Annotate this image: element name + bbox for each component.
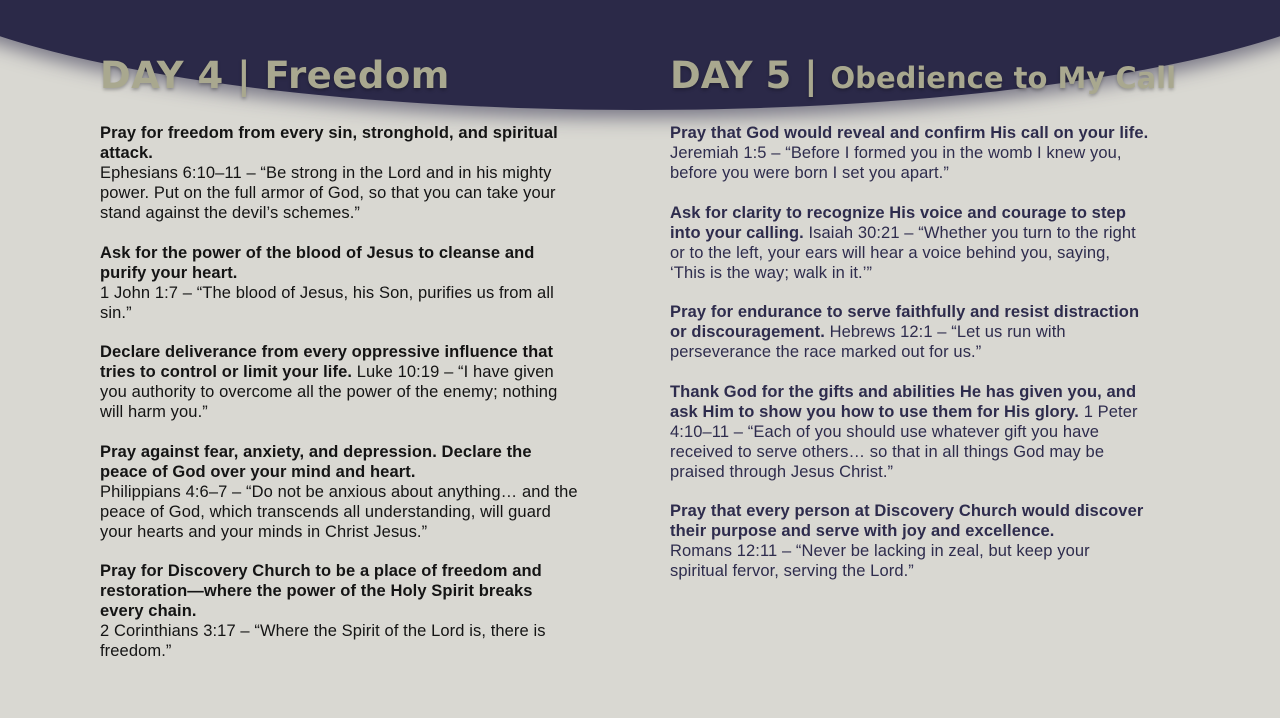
prayer-entry xyxy=(670,123,1150,183)
day-label: DAY 4 xyxy=(100,54,224,97)
day-label: DAY 5 xyxy=(670,54,792,97)
scripture-text: Luke 10:19 – “I have given you authority to overcome all the power of the enemy; nothing will harm you.” xyxy=(100,363,558,421)
day-5-entries xyxy=(670,123,1150,601)
scripture-text: 2 Corinthians 3:17 – “Where the Spirit of the Lord is, there is freedom.” xyxy=(100,622,546,660)
prayer-text: Pray for endurance to serve faithfully and resist distraction or discouragement. xyxy=(670,303,1140,341)
prayer-text: Declare deliverance from every oppressive influence that tries to control or limit your life. xyxy=(100,343,554,381)
day-theme: Obedience to My Call xyxy=(830,61,1177,95)
title-separator: | xyxy=(237,54,252,97)
prayer-entry xyxy=(670,382,1150,482)
scripture-text: Jeremiah 1:5 – “Before I formed you in the womb I knew you, before you were born I set you apart.” xyxy=(670,144,1122,182)
prayer-text: Pray against fear, anxiety, and depression. Declare the peace of God over your mind and heart. xyxy=(100,442,532,481)
prayer-entry xyxy=(100,123,580,223)
prayer-entry xyxy=(670,501,1150,581)
scripture-text: 1 Peter 4:10–11 – “Each of you should use whatever gift you have received to serve others… so that in all things God may be praised through Jesus Christ.” xyxy=(670,402,1138,481)
day-theme: Freedom xyxy=(264,54,450,97)
scripture-text: Isaiah 30:21 – “Whether you turn to the right or to the left, your ears will hear a voice behind you, saying, ‘This is the way; walk in it.’” xyxy=(670,223,1136,282)
scripture-text: Romans 12:11 – “Never be lacking in zeal, but keep your spiritual fervor, serving the Lord.” xyxy=(670,542,1090,580)
title-separator: | xyxy=(804,54,818,97)
prayer-entry xyxy=(100,243,580,323)
scripture-text: Ephesians 6:10–11 – “Be strong in the Lord and in his mighty power. Put on the full armor of God, so that you can take your stand against the devil’s schemes.” xyxy=(100,164,556,222)
prayer-entry xyxy=(670,302,1150,362)
prayer-entry xyxy=(100,561,580,661)
prayer-text: Pray that every person at Discovery Church would discover their purpose and serve with joy and excellence. xyxy=(670,502,1144,540)
prayer-text: Ask for the power of the blood of Jesus to cleanse and purify your heart. xyxy=(100,243,535,282)
prayer-text: Thank God for the gifts and abilities He has given you, and ask Him to show you how to use them for His glory. xyxy=(670,382,1137,421)
scripture-text: 1 John 1:7 – “The blood of Jesus, his Son, purifies us from all sin.” xyxy=(100,283,554,322)
day-4-title xyxy=(100,54,450,97)
scripture-text: Hebrews 12:1 – “Let us run with perseverance the race marked out for us.” xyxy=(670,323,1066,361)
prayer-text: Pray for Discovery Church to be a place of freedom and restoration—where the power of the Holy Spirit breaks every chain. xyxy=(100,562,542,620)
prayer-entry xyxy=(100,342,580,422)
prayer-entry xyxy=(100,442,580,542)
prayer-text: Pray that God would reveal and confirm His call on your life. xyxy=(670,124,1149,142)
prayer-text: Ask for clarity to recognize His voice and courage to step into your calling. xyxy=(670,203,1127,242)
prayer-entry xyxy=(670,203,1150,283)
prayer-text: Pray for freedom from every sin, stronghold, and spiritual attack. xyxy=(100,124,558,162)
day-5-title xyxy=(670,54,1176,97)
day-4-entries xyxy=(100,123,580,681)
scripture-text: Philippians 4:6–7 – “Do not be anxious about anything… and the peace of God, which transcends all understanding, will guard your hearts and your minds in Christ Jesus.” xyxy=(100,482,578,541)
